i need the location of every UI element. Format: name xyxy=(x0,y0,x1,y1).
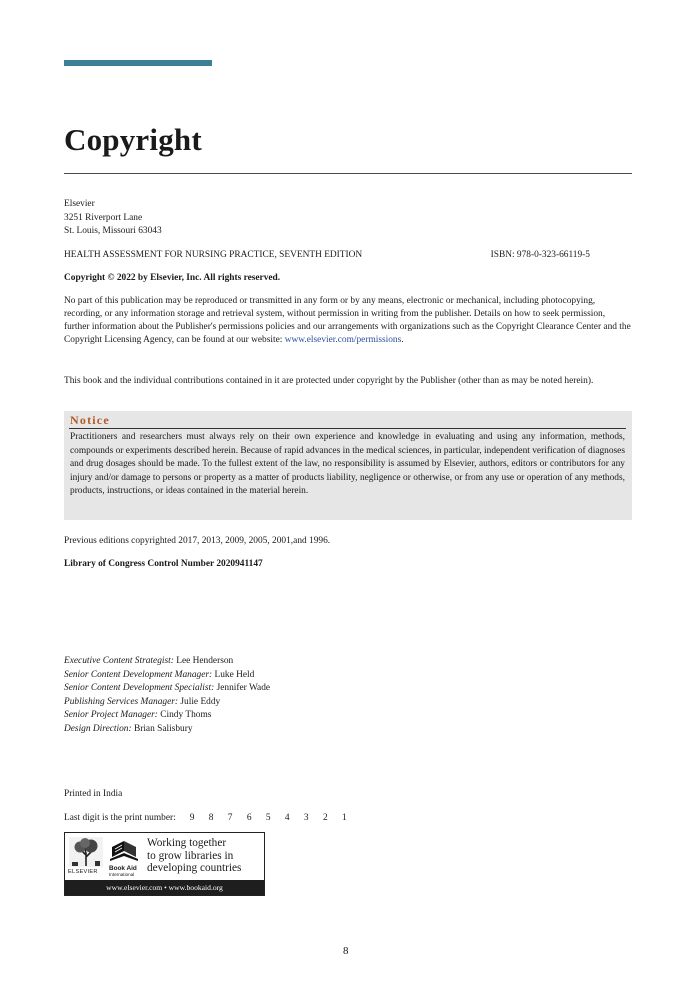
notice-title: Notice xyxy=(70,413,110,427)
notice-body: Practitioners and researchers must always rely on their own experience and knowledge in evaluating and using any information, methods, compounds or experiments described herein. Because of rapid advances in the medical sciences, in particular, independent verification of diagnoses and drug dosages should be made. To the fullest extent of the law, no responsibility is assumed by Elsevier, authors, editors or contributors for any injury and/or damage to persons or property as a matter of products liability, negligence or otherwise, or from any use or operation of any methods, products, instructions, or ideas contained in the material herein. xyxy=(70,432,625,497)
book-aid-urls: www.elsevier.com • www.bookaid.org xyxy=(65,880,264,895)
credits-list xyxy=(64,655,270,736)
printed-in: Printed in India xyxy=(64,789,123,799)
notice-divider xyxy=(69,428,626,429)
credit-item: Design Direction: Brian Salisbury xyxy=(64,723,193,734)
publisher-name: Elsevier xyxy=(64,199,95,209)
permissions-paragraph xyxy=(64,295,632,347)
elsevier-label: ELSEVIER xyxy=(68,869,98,875)
previous-editions: Previous editions copyrighted 2017, 2013, 2009, 2005, 2001,and 1996. xyxy=(64,536,331,546)
book-aid-slogan: Working together to grow libraries in developing countries xyxy=(147,837,242,874)
page-title: Copyright xyxy=(64,122,202,157)
book-aid-name: Book Aid xyxy=(109,865,137,872)
protection-paragraph: This book and the individual contributions contained in it are protected under copyright by the Publisher (other than as may be noted herein). xyxy=(64,376,594,386)
print-number-label: Last digit is the print number: xyxy=(64,813,176,823)
permissions-text: No part of this publication may be reproduced or transmitted in any form or by any means, electronic or mechanical, including photocopying, recording, or any information storage and retrieval system, without permission in writing from the publisher. Details on how to seek permission, further information about the Publisher's permissions policies and our arrangements with organizations such as the Copyright Clearance Center and the Copyright Licensing Agency, can be found at our website: xyxy=(64,296,631,345)
book-info-row xyxy=(64,249,590,262)
credit-item: Senior Content Development Manager: Luke Held xyxy=(64,669,255,680)
credit-item: Senior Content Development Specialist: Jennifer Wade xyxy=(64,683,271,693)
isbn: ISBN: 978-0-323-66119-5 xyxy=(490,250,590,260)
print-number-digits: 9 8 7 6 5 4 3 2 1 xyxy=(189,813,353,823)
credit-item: Executive Content Strategist: Lee Henderson xyxy=(64,656,234,666)
copyright-line: Copyright © 2022 by Elsevier, Inc. All rights reserved. xyxy=(64,273,281,283)
permissions-end: . xyxy=(401,335,404,345)
publisher-address xyxy=(64,198,162,239)
credit-item: Senior Project Manager: Cindy Thoms xyxy=(64,710,212,720)
print-number-row xyxy=(64,812,353,825)
publisher-city: St. Louis, Missouri 63043 xyxy=(64,226,162,236)
lccn: Library of Congress Control Number 2020941147 xyxy=(64,559,263,569)
elsevier-tree-icon xyxy=(69,837,103,867)
notice-box xyxy=(64,411,632,520)
title-divider xyxy=(64,173,632,174)
book-aid-logo xyxy=(64,832,265,896)
accent-bar xyxy=(64,60,212,66)
page-number: 8 xyxy=(343,945,349,957)
book-title: HEALTH ASSESSMENT FOR NURSING PRACTICE, SEVENTH EDITION xyxy=(64,250,363,260)
credit-item: Publishing Services Manager: Julie Eddy xyxy=(64,696,221,707)
book-aid-book-icon xyxy=(108,839,140,863)
book-aid-international: International xyxy=(109,872,135,877)
publisher-street: 3251 Riverport Lane xyxy=(64,212,143,223)
permissions-link[interactable]: www.elsevier.com/permissions xyxy=(284,335,402,345)
